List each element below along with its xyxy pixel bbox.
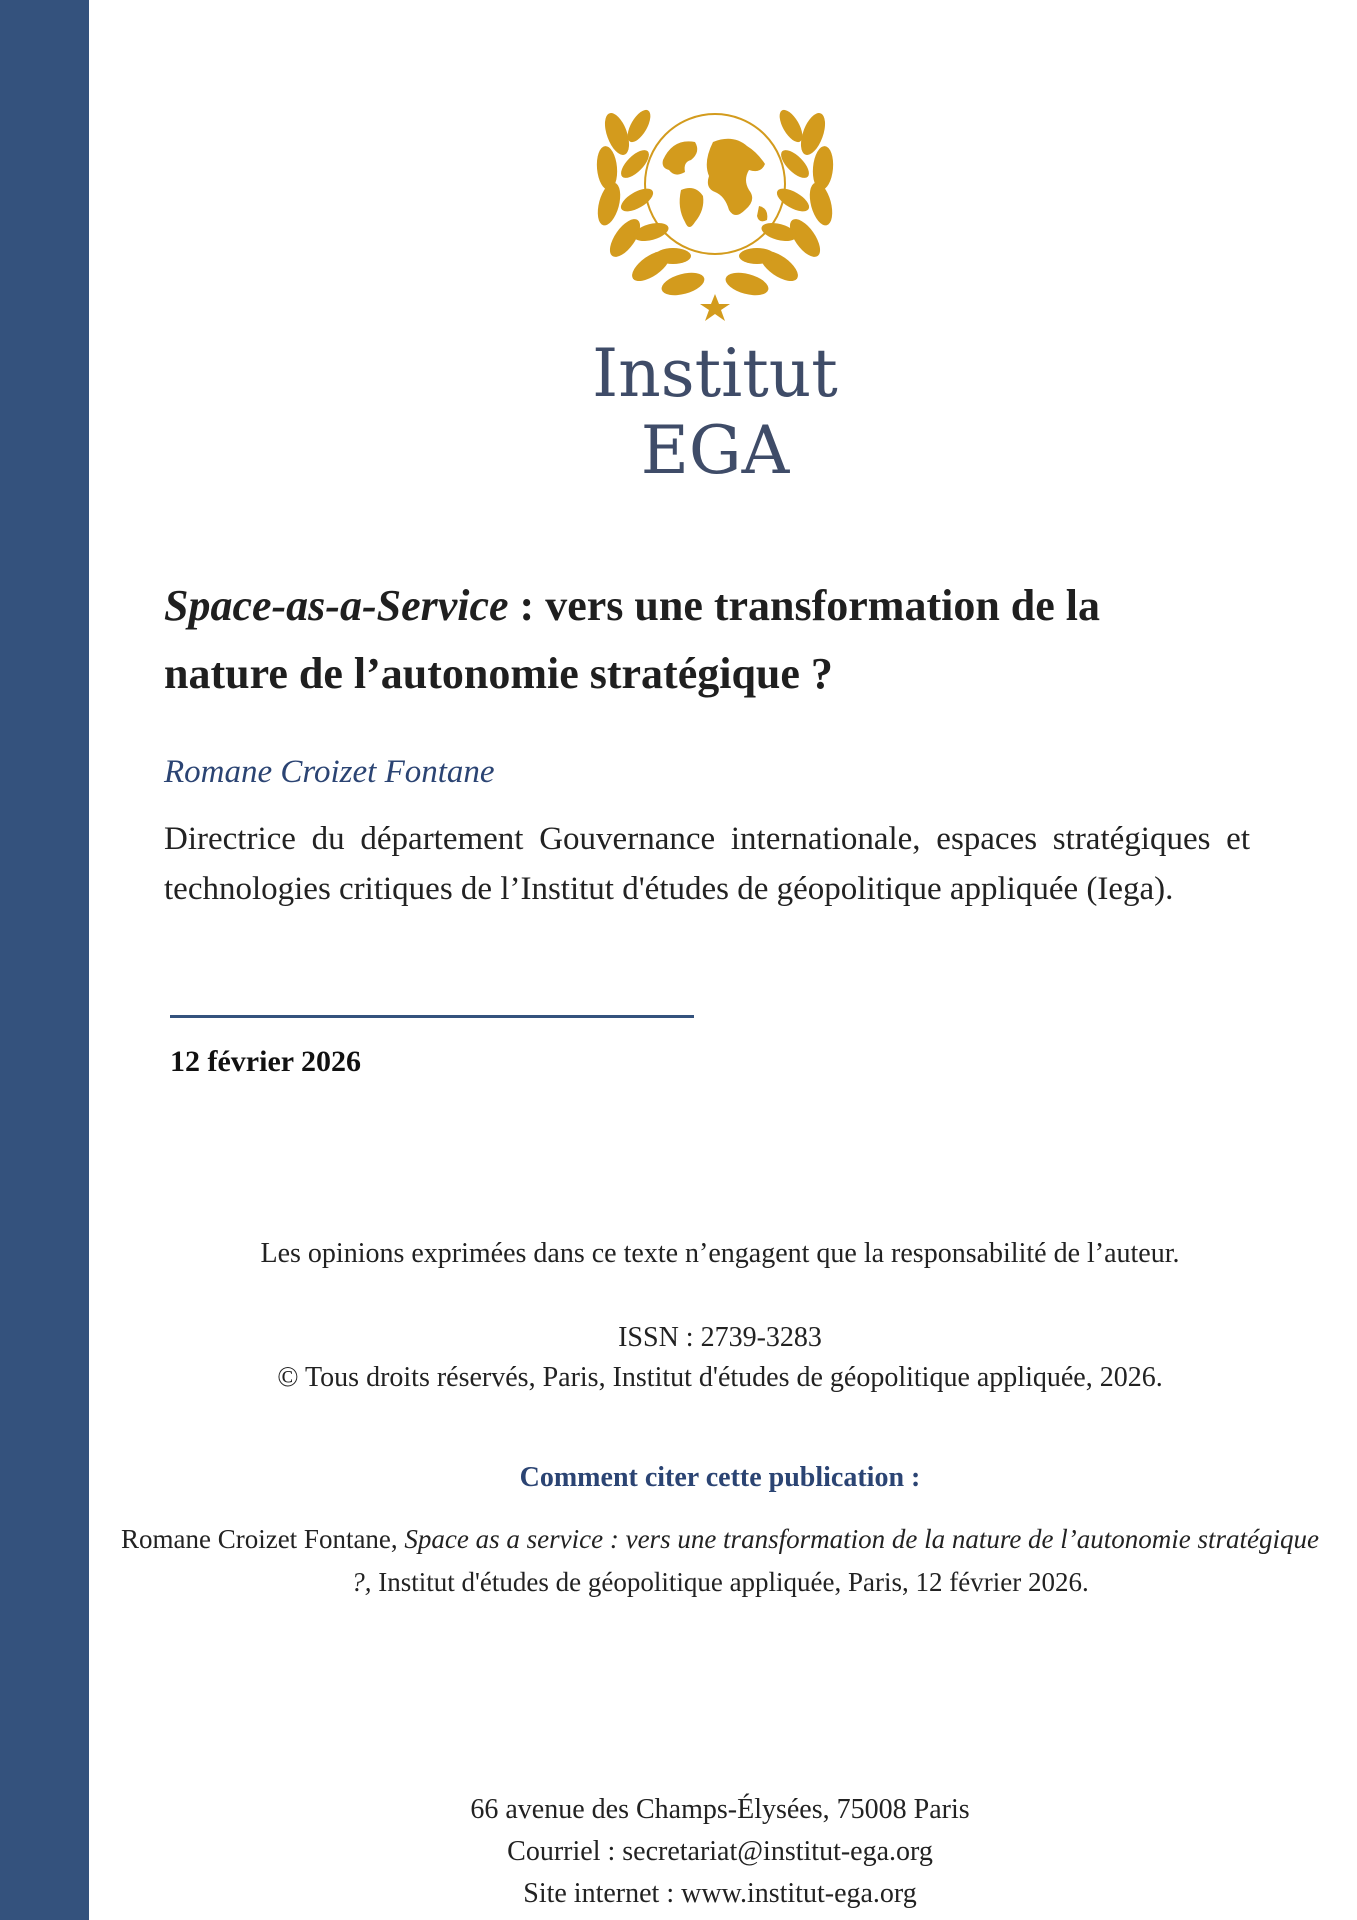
sidebar-stripe (0, 0, 89, 1920)
citation-text (120, 1518, 1320, 1604)
document-title (164, 572, 1224, 708)
logo-text-line1: Institut (592, 335, 838, 412)
publication-date: 12 février 2026 (170, 1045, 362, 1078)
title-rest: : vers une transformation de la nature de l’autonomie stratégique ? (164, 581, 1101, 698)
title-italic: Space-as-a-Service (164, 581, 509, 630)
author-name: Romane Croizet Fontane (164, 754, 495, 790)
citation-heading: Comment citer cette publication : (519, 1462, 921, 1493)
citation-rest: Institut d'études de géopolitique appliquée, Paris, 12 février 2026. (371, 1567, 1089, 1597)
issn: ISSN : 2739-3283 (618, 1322, 822, 1353)
footer-address: 66 avenue des Champs-Élysées, 75008 Paris (470, 1794, 970, 1825)
laurel-globe-icon (555, 72, 875, 332)
divider (170, 1015, 694, 1018)
copyright: © Tous droits réservés, Paris, Institut d'études de géopolitique appliquée, 2026. (277, 1362, 1163, 1393)
disclaimer: Les opinions exprimées dans ce texte n’engagent que la responsabilité de l’auteur. (260, 1238, 1180, 1269)
footer-website[interactable]: Site internet : www.institut-ega.org (523, 1878, 917, 1909)
citation-author: Romane Croizet Fontane, (120, 1524, 405, 1554)
institut-ega-logo (555, 72, 875, 332)
footer-email[interactable]: Courriel : secretariat@institut-ega.org (507, 1836, 933, 1867)
author-bio: Directrice du département Gouvernance internationale, espaces stratégiques et technologies critiques de l’Institut d'études de géopolitique appliquée (Iega). (164, 821, 1250, 907)
logo-text-line2: EGA (640, 412, 790, 489)
citation-title: Space as a service : vers une transformation de la nature de l’autonomie stratégique ?, (351, 1524, 1320, 1597)
